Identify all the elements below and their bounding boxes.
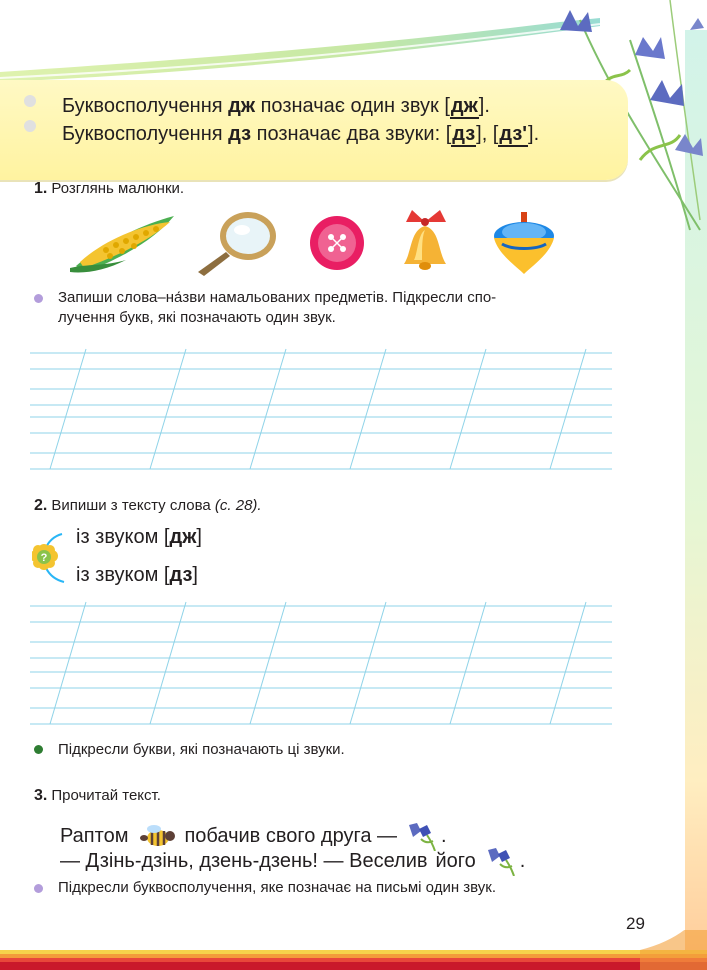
rule-box-tab-top — [24, 95, 36, 107]
spinning-top-icon — [488, 210, 560, 278]
task-2-page-ref: (с. 28). — [214, 497, 262, 514]
rule-line-dz — [62, 122, 539, 146]
sound-dzh: дж — [169, 526, 197, 548]
rule-text: Буквосполучення — [62, 95, 229, 117]
task-3-text: Прочитай текст. — [51, 787, 161, 804]
task-1-number: 1. — [34, 180, 48, 197]
task-2-title — [34, 497, 262, 515]
rule-text: позначає один звук [ — [255, 95, 450, 117]
button-icon — [308, 214, 366, 272]
sound-dz: дз — [169, 564, 193, 586]
bullet-icon — [34, 884, 43, 893]
task-2-text: ] — [192, 564, 198, 586]
bullet-icon — [34, 294, 43, 303]
rule-letters-dzh: дж — [228, 95, 256, 117]
task-2-text: Випиши з тексту слова — [51, 497, 211, 514]
page-number: 29 — [626, 914, 645, 933]
task-3-number: 3. — [34, 787, 48, 804]
svg-text:?: ? — [40, 552, 48, 564]
task-2-instruction: Підкресли букви, які позначають ці звуки. — [58, 741, 345, 758]
task-1-instruction-line: лучення букв, які позначають один звук. — [58, 309, 336, 326]
rule-text: ]. — [528, 123, 540, 145]
story-text: його — [435, 849, 476, 872]
story-text: побачив свого друга — — [184, 824, 398, 847]
task-1-instruction-line: Запиши слова–на́зви намальованих предметів. Підкресли спо- — [58, 289, 497, 306]
story-text: — Дзінь-дзінь, дзень-дзень! — Веселив — [60, 849, 428, 872]
task-2-line-dz — [76, 564, 198, 587]
story-text: . — [441, 824, 447, 847]
writing-lines-task-2[interactable] — [30, 598, 612, 730]
task-2-number: 2. — [34, 497, 48, 514]
story-text: . — [519, 849, 526, 872]
sound-dz: дз — [452, 123, 476, 145]
rule-letters-dz: дз — [228, 123, 252, 145]
rule-text: Буквосполучення — [62, 123, 229, 145]
question-flower-icon — [32, 528, 76, 588]
task-2-text: із звуком [ — [76, 564, 170, 586]
story-line-2 — [60, 846, 525, 876]
bellflower-icon — [484, 846, 520, 876]
task-1-text: Розглянь малюнки. — [51, 180, 185, 197]
task-1-title — [34, 180, 184, 198]
writing-lines-task-1[interactable] — [30, 345, 612, 475]
task-3-title — [34, 787, 161, 805]
rule-text: ]. — [478, 95, 490, 117]
corn-icon — [66, 208, 184, 274]
rule-box-tab-bottom — [24, 120, 36, 132]
task-2-text: із звуком [ — [76, 526, 170, 548]
sound-dzh: дж — [450, 95, 478, 117]
task-1-instruction — [58, 288, 618, 328]
bottom-rainbow-border — [0, 930, 707, 970]
rule-line-dzh — [62, 94, 490, 118]
sound-dz-soft: дз' — [499, 123, 528, 145]
task-3-instruction: Підкресли буквосполучення, яке позначає на письмі один звук. — [58, 879, 497, 896]
bell-icon — [392, 208, 458, 278]
task-2-line-dzh — [76, 526, 202, 549]
rule-text: позначає два звуки: [ — [251, 123, 452, 145]
hand-mirror-icon — [190, 208, 282, 278]
bullet-icon — [34, 745, 43, 754]
task-2-text: ] — [196, 526, 202, 548]
story-text: Раптом — [60, 824, 129, 847]
rule-text: ], [ — [476, 123, 499, 145]
